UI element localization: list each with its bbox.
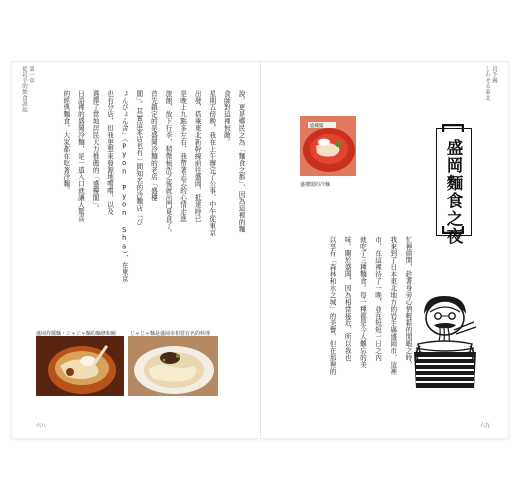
left-page-column: 閣」。其實這家店也有一間知名的冷麵店「ぴ xyxy=(134,90,143,226)
left-page-column: ょんぴょん舍」（Pyon Pyon Sha），在東京 xyxy=(120,90,129,283)
right-page-column: 就吃了三種麵食。每一種都是今人難忘的美 xyxy=(358,236,367,369)
left-page-column: 出發，搭乘東北新幹線前往盛岡，抵達時已 xyxy=(193,90,202,223)
left-page-column: 也有分店，但我更想來發源地嚐嚐，以及 xyxy=(105,90,114,216)
photo-jajamen-plate xyxy=(128,336,218,396)
left-running-head-chapter: 第一章 xyxy=(28,66,34,84)
left-page-column: 的經典麵食，大家都在吃著冷麵。 xyxy=(61,90,70,195)
svg-text:盛樓閣: 盛樓閣 xyxy=(310,124,324,129)
caption-photo-left: 盛岡炸醬麵・ジャジャ麵的麵條和碗 xyxy=(36,331,116,337)
right-running-head-series: しわせる東北 xyxy=(484,66,490,101)
left-page-column: 旅館，放下行李，稍微梳洗之後就出門覓食了。 xyxy=(164,90,172,236)
photo-jajamen-bowl xyxy=(36,336,124,396)
caption-photo-reimen: 盛樓閣的冷麵 xyxy=(300,182,331,188)
right-running-head-prefecture: 岩手縣 xyxy=(491,66,497,84)
right-page-column: 我來到了日本東北地方的岩手縣盛岡市，這裡 xyxy=(388,236,397,375)
chapter-title: 盛岡麵食之夜 xyxy=(444,139,463,246)
book-gutter xyxy=(260,62,261,438)
left-page-column: 食師對這裡無敵。 xyxy=(222,90,231,146)
left-page-column: 是晚上九點多左右，我帶著忐忑的心情走進 xyxy=(178,90,187,223)
left-page-column: 日語裡的盛岡冷麵，是一道入口就讓人驚喜 xyxy=(76,90,85,223)
right-page-column: 市，在這裡待了一晚，並在短短一日之內 xyxy=(373,236,382,362)
right-folio: 六九 xyxy=(480,423,491,429)
right-page-column: 忙裡偷閒，趁著身旁心情輕鬆的閒暇之時， xyxy=(404,236,412,369)
left-page-column: 星期五傍晚，我在上午辦完了公事，中午從東京 xyxy=(207,90,216,236)
left-page-column: 說，更是鄉民之為「麵食之都」，因為這裡的麵 xyxy=(237,90,245,233)
photo-reimen xyxy=(300,116,356,176)
left-folio: 六八 xyxy=(36,423,47,429)
left-running-head-title: 從岩手的飲食說起 xyxy=(21,66,27,113)
man-eating-noodles-illustration xyxy=(410,292,480,392)
caption-photo-right: じゃじゃ麵是盛岡市相當有名的料理 xyxy=(130,331,211,337)
right-page-column: 味。關於盛岡，因為相當接近，所以我也 xyxy=(343,236,352,362)
left-page-column: 選擇了當地居民大力推薦的「盛樓閣」。 xyxy=(91,90,99,212)
left-page-column: 首先鎖定的是盛岡冷麵的老店「盛樓 xyxy=(149,90,158,202)
right-page-column: 以享有「森林和水之城」的美譽，但在那裡的 xyxy=(328,236,336,375)
title-bracket-top-icon xyxy=(442,124,464,132)
